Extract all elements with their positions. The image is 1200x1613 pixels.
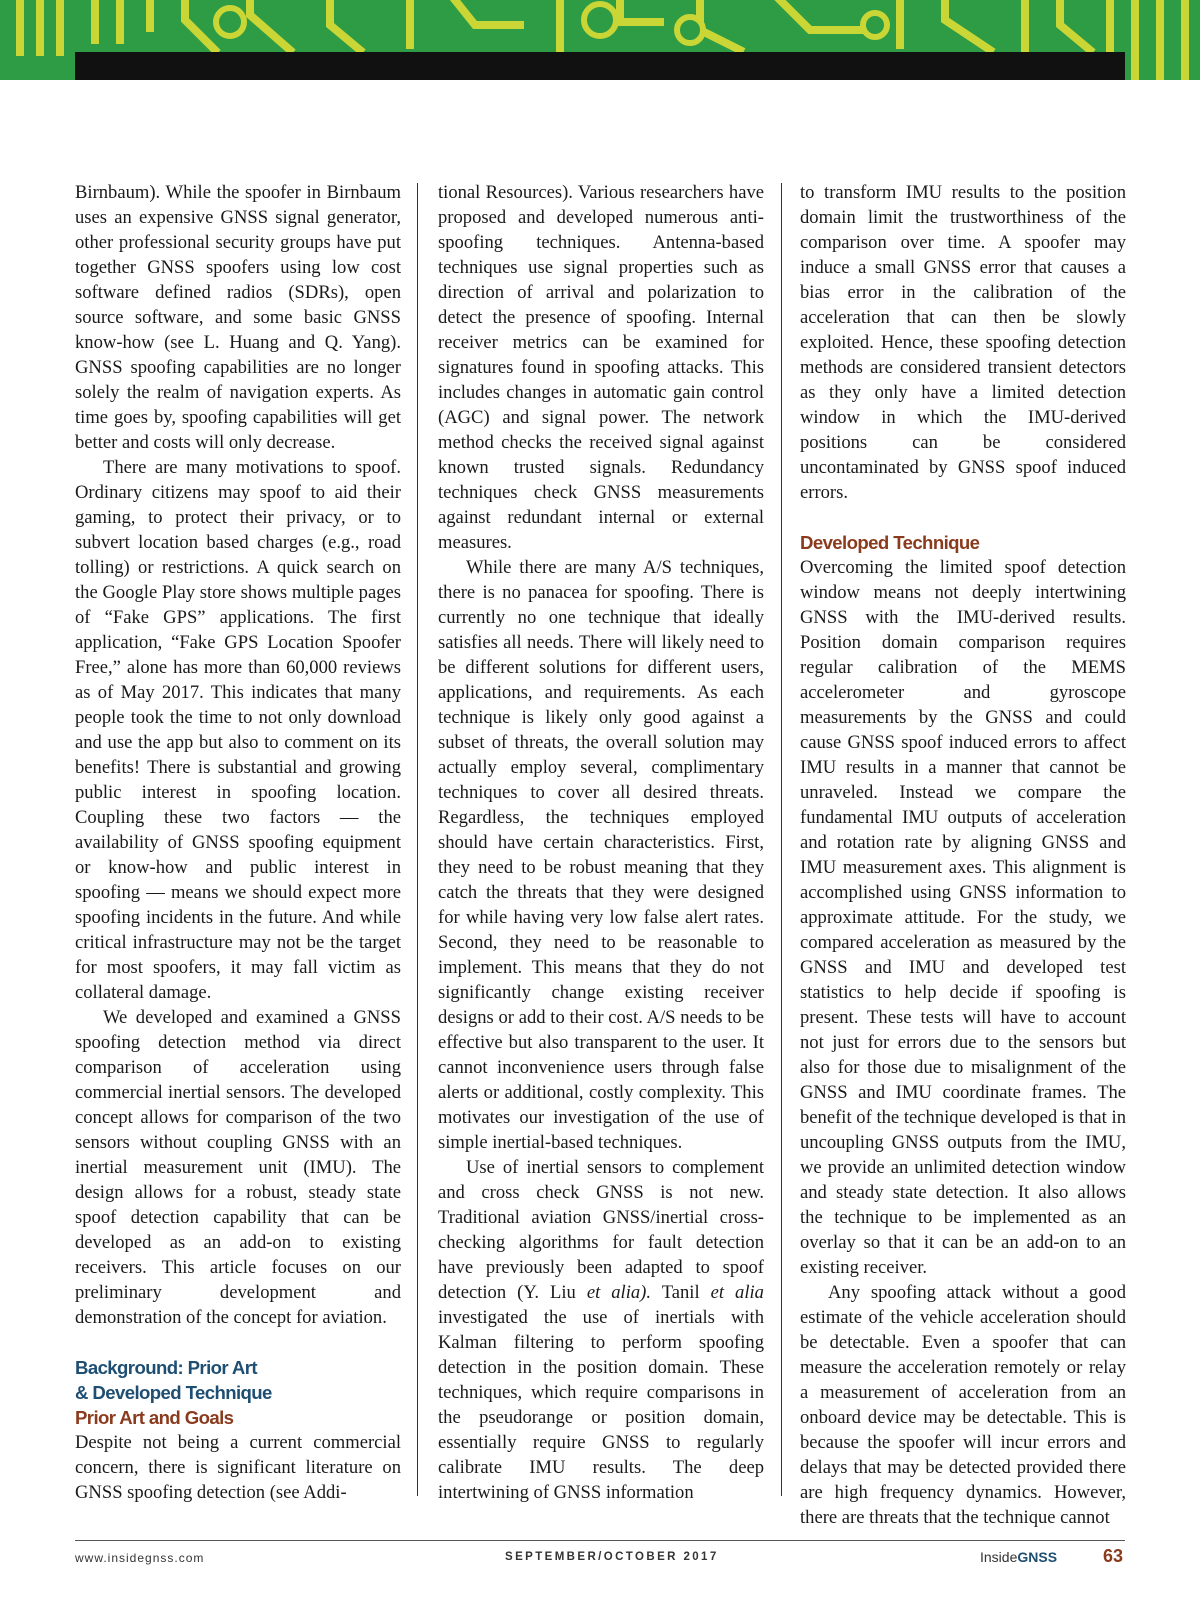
text-run: Use of inertial sensors to complement and cross check GNSS is not new. Traditional aviation GNSS/inertial cross-checking algorithms for fault detection have previously been adapted to spoof detection (Y. Liu — [438, 1157, 764, 1303]
column-divider — [781, 183, 782, 1496]
text-run: Tanil — [651, 1282, 711, 1303]
column-divider — [417, 183, 418, 1496]
text-column-2 — [438, 180, 764, 1505]
text-run: investigated the use of inertials with Kalman filtering to perform spoofing detection in the position domain. These techniques, which require comparisons in the pseudorange or position domain, essentially require GNSS to regularly calibrate IMU results. The deep intertwining of GNSS information — [438, 1307, 764, 1503]
paragraph: Despite not being a current commercial concern, there is significant literature on GNSS spoofing detection (see Addi- — [75, 1432, 401, 1503]
brand-gnss: GNSS — [1017, 1549, 1058, 1565]
paragraph: Overcoming the limited spoof detection window means not deeply intertwining GNSS with the IMU-derived results. Position domain comparison requires regular calibration of the MEMS accelerometer and gyroscope measurements by the GNSS and could cause GNSS spoof induced errors to affect IMU results in a manner that cannot be unraveled. Instead we compare the fundamental IMU outputs of acceleration and rotation rate by aligning GNSS and IMU measurement axes. This alignment is accomplished using GNSS information to approximate attitude. For the study, we compared acceleration as measured by the GNSS and IMU and developed test statistics to help decide if spoofing is present. These tests will have to account not just for errors due to the sensors but also for those due to misalignment of the GNSS and IMU coordinate frames. The benefit of the technique developed is that in uncoupling GNSS outputs from the IMU, we provide an unlimited detection window and steady state detection. It also allows the technique to be implemented as an overlay so that it can be an add-on to an existing receiver. — [800, 557, 1126, 1278]
paragraph: There are many motivations to spoof. Ordinary citizens may spoof to aid their gaming, to protect their privacy, or to subvert location based charges (e.g., road tolling) or restrictions. A quick search on the Google Play store shows multiple pages of “Fake GPS” applications. The first application, “Fake GPS Location Spoofer Free,” alone has more than 60,000 reviews as of May 2017. This indicates that many people took the time to not only download and use the app but also to comment on its benefits! There is substantial and growing public interest in spoofing location. Coupling these two factors — the availability of GNSS spoofing equipment or know-how and public interest in spoofing — means we should expect more spoofing incidents in the future. And while critical infrastructure may not be the target for most spoofers, it may fall victim as collateral damage. — [75, 457, 401, 1003]
footer-brand — [980, 1549, 1057, 1565]
page-number: 63 — [1103, 1546, 1124, 1566]
paragraph: While there are many A/S techniques, there is no panacea for spoofing. There is currently no one technique that ideally satisfies all needs. There will likely need to be different solutions for different users, applications, and requirements. As each technique is likely only good against a subset of threats, the overall solution may actually employ several, complimentary techniques to cover all desired threats. Regardless, the techniques employed should have certain characteristics. First, they need to be robust meaning that they catch the threats that they were designed for while having very low false alert rates. Second, they need to be reasonable to implement. This means that they do not significantly change existing receiver designs or add to their cost. A/S needs to be effective but also transparent to the user. It cannot inconvenience users through false alerts or additional, costly complexity. This motivates our investigation of the use of simple inertial-based techniques. — [438, 557, 764, 1153]
subsection-heading: Prior Art and Goals — [75, 1407, 234, 1428]
section-heading: Background: Prior Art — [75, 1357, 257, 1378]
text-column-3 — [800, 180, 1126, 1530]
footer-url: www.insidegnss.com — [75, 1551, 205, 1565]
spacer — [800, 505, 1126, 530]
paragraph: We developed and examined a GNSS spoofing detection method via direct comparison of acceleration using commercial inertial sensors. The developed concept allows for comparison of the two sensors without coupling GNSS with an inertial measurement unit (IMU). The design allows for a robust, steady state spoof detection capability that can be developed as an add-on to existing receivers. This article focuses on our preliminary development and demonstration of the concept for aviation. — [75, 1007, 401, 1328]
italic-text: et alia — [710, 1282, 764, 1303]
paragraph: Any spoofing attack without a good estimate of the vehicle acceleration should be detectable. Even a spoofer that can measure the acceleration remotely or relay a measurement of acceleration from an onboard device may be detectable. This is because the spoofer will incur errors and delays that may be detected provided there are high frequency dynamics. However, there are threats that the technique cannot — [800, 1282, 1126, 1528]
paragraph: tional Resources). Various researchers have proposed and developed numerous anti-spoofing techniques. Antenna-based techniques use signal properties such as direction of arrival and polarization to detect the presence of spoofing. Internal receiver metrics can be examined for signatures found in spoofing attacks. This includes changes in automatic gain control (AGC) and signal power. The network method checks the received signal against known trusted signals. Redundancy techniques check GNSS measurements against redundant internal or external measures. — [438, 182, 764, 553]
italic-text: et alia). — [586, 1282, 652, 1303]
paragraph: Birnbaum). While the spoofer in Birnbaum uses an expensive GNSS signal generator, other professional security groups have put together GNSS spoofers using low cost software defined radios (SDRs), open source software, and some basic GNSS know-how (see L. Huang and Q. Yang). GNSS spoofing capabilities are no longer solely the realm of navigation experts. As time goes by, spoofing capabilities will get better and costs will only decrease. — [75, 182, 401, 453]
header-black-bar — [75, 52, 1125, 80]
spacer — [75, 1330, 401, 1355]
section-heading-continued: & Developed Technique — [75, 1382, 272, 1403]
text-column-1 — [75, 180, 401, 1505]
footer-issue-date: SEPTEMBER/OCTOBER 2017 — [505, 1551, 719, 1563]
brand-inside: Inside — [980, 1549, 1018, 1565]
subsection-heading: Developed Technique — [800, 532, 980, 553]
paragraph: to transform IMU results to the position domain limit the trustworthiness of the comparison over time. A spoofer may induce a small GNSS error that causes a bias error in the calibration of the acceleration that can then be slowly exploited. Hence, these spoofing detection methods are considered transient detectors as they only have a limited detection window in which the IMU-derived positions can be considered uncontaminated by GNSS spoof induced errors. — [800, 182, 1126, 503]
paragraph — [438, 1155, 764, 1505]
footer-divider — [75, 1540, 1125, 1541]
